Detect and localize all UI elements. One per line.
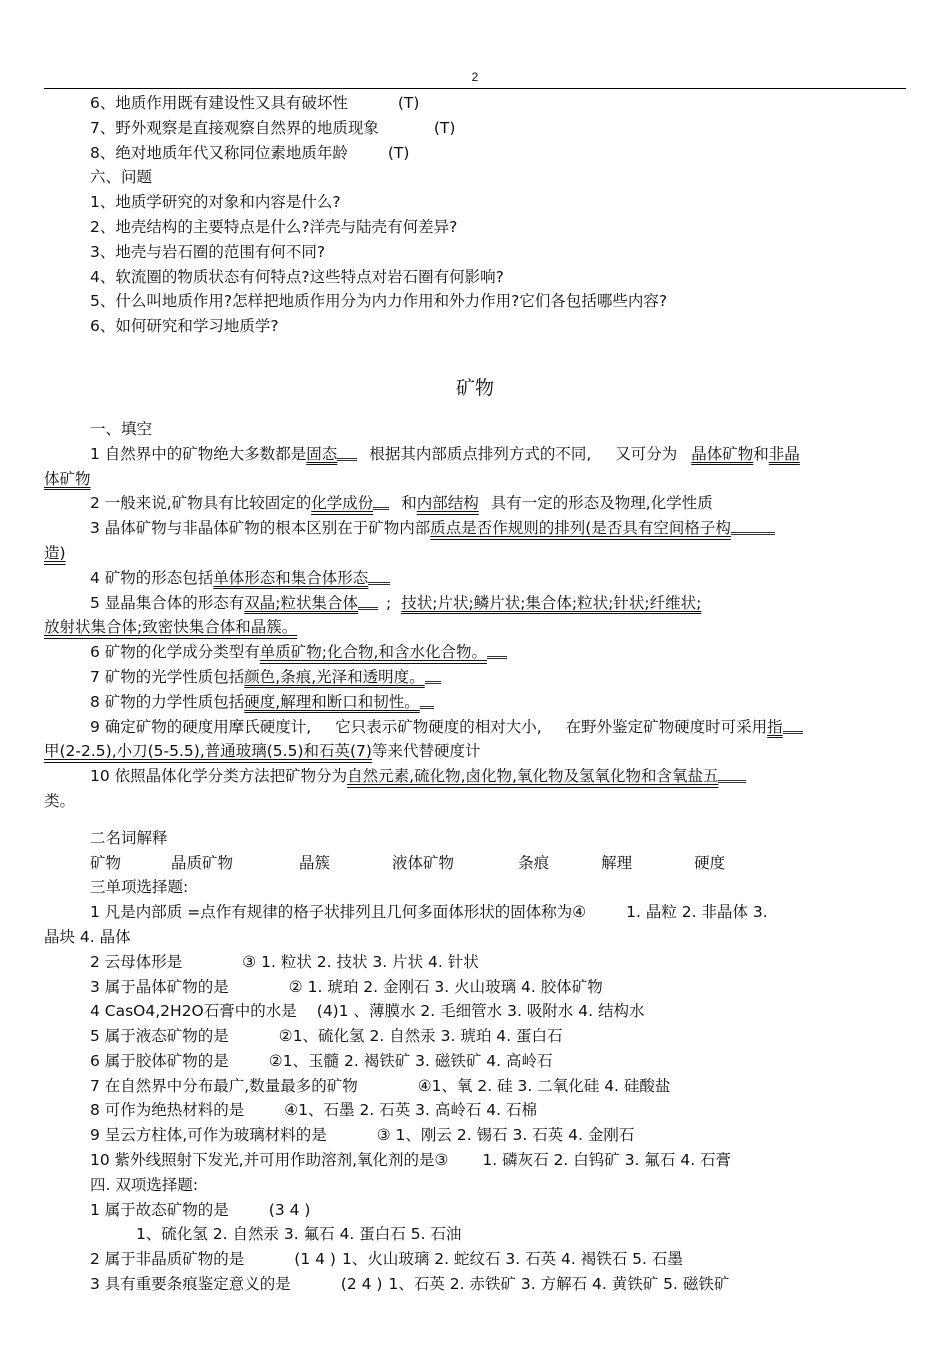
term: 矿物 <box>90 853 122 872</box>
fill-item-3-cont: 造) <box>44 543 66 562</box>
single-item: 5 属于液态矿物的是 ②1、硫化氢 2. 自然汞 3. 琥珀 4. 蛋白石 <box>90 1027 563 1046</box>
questions-heading: 六、问题 <box>90 168 153 187</box>
terms-row <box>44 851 906 876</box>
page-number: 2 <box>471 70 479 84</box>
double-item: 1 属于故态矿物的是 (3 4 ) <box>90 1200 311 1219</box>
single-item: 6 属于胶体矿物的是 ②1、玉髓 2. 褐铁矿 3. 磁铁矿 4. 高岭石 <box>90 1051 553 1070</box>
question-item: 2、地壳结构的主要特点是什么?洋壳与陆壳有何差异? <box>90 217 458 236</box>
fill-item-4: 4 矿物的形态包括单体形态和集合体形态 <box>44 566 906 591</box>
single-item: 7 在自然界中分布最广,数量最多的矿物 ④1、氧 2. 硅 3. 二氧化硅 4. 硅酸盐 <box>90 1076 671 1095</box>
term: 条痕 <box>518 853 550 872</box>
term: 解理 <box>601 853 633 872</box>
section-title: 矿物 <box>455 376 494 399</box>
double-item: 3 具有重要条痕鉴定意义的是 (2 4 ) 1、石英 2. 赤铁矿 3. 方解石 4. 黄铁矿 5. 磁铁矿 <box>90 1275 730 1294</box>
single-heading: 三单项选择题: <box>90 878 189 897</box>
tf-item: 8、绝对地质年代又称同位素地质年龄 (T) <box>90 143 410 162</box>
double-item: 2 属于非晶质矿物的是 (1 4 ) 1、火山玻璃 2. 蛇纹石 3. 石英 4. 褐铁石 5. 石墨 <box>90 1250 683 1269</box>
header-rule <box>44 88 906 89</box>
double-item-options: 1、硫化氢 2. 自然汞 3. 氟石 4. 蛋白石 5. 石油 <box>136 1225 462 1244</box>
single-item: 1 凡是内部质 =点作有规律的格子状排列且几何多面体形状的固体称为④ 1. 晶粒 2. 非晶体 3. <box>90 903 768 922</box>
double-heading: 四. 双项选择题: <box>90 1175 199 1194</box>
question-item: 4、软流圈的物质状态有何特点?这些特点对岩石圈有何影响? <box>90 267 504 286</box>
fill-item-7: 7 矿物的光学性质包括颜色,条痕,光泽和透明度。 <box>44 665 906 690</box>
term: 晶簇 <box>299 853 331 872</box>
term: 晶质矿物 <box>171 853 234 872</box>
tf-item: 6、地质作用既有建设性又具有破坏性 (T) <box>90 94 420 112</box>
fill-item-10: 10 依照晶体化学分类方法把矿物分为自然元素,硫化物,卤化物,氧化物及氢氧化物和含氧盐五 <box>44 764 906 789</box>
single-item-cont: 晶块 4. 晶体 <box>44 927 131 946</box>
question-item: 6、如何研究和学习地质学? <box>90 317 279 336</box>
fill-heading: 一、填空 <box>90 419 153 438</box>
fill-item-10-cont: 类。 <box>44 791 76 810</box>
fill-item-5-cont: 放射状集合体;致密快集合体和晶簇。 <box>44 618 298 637</box>
fill-item-1: 1 自然界中的矿物绝大多数都是固态 根据其内部质点排列方式的不同, 又可分为 晶体矿物和非晶 <box>44 442 906 467</box>
term: 硬度 <box>694 853 726 872</box>
document-body <box>44 91 906 1297</box>
fill-item-6: 6 矿物的化学成分类型有单质矿物;化合物,和含水化合物。 <box>44 640 906 665</box>
fill-item-1-cont: 体矿物 <box>44 469 91 488</box>
single-item: 9 呈云方柱体,可作为玻璃材料的是 ③ 1、刚云 2. 锡石 3. 石英 4. 金刚石 <box>90 1126 635 1145</box>
fill-item-5: 5 显晶集合体的形态有双晶;粒状集合体 ; 技状;片状;鳞片状;集合体;粒状;针状;纤维状; <box>44 591 906 616</box>
fill-item-9-cont: 甲(2-2.5),小刀(5-5.5),普通玻璃(5.5)和石英(7)等来代替硬度计 <box>44 742 481 761</box>
fill-item-9: 9 确定矿物的硬度用摩氏硬度计, 它只表示矿物硬度的相对大小, 在野外鉴定矿物硬度时可采用指 <box>44 715 906 740</box>
terms-heading: 二名词解释 <box>90 828 168 847</box>
single-item: 2 云母体形是 ③ 1. 粒状 2. 技状 3. 片状 4. 针状 <box>90 952 479 971</box>
question-item: 5、什么叫地质作用?怎样把地质作用分为内力作用和外力作用?它们各包括哪些内容? <box>90 292 668 311</box>
fill-item-8: 8 矿物的力学性质包括硬度,解理和断口和韧性。 <box>44 690 906 715</box>
fill-item-3: 3 晶体矿物与非晶体矿物的根本区别在于矿物内部质点是否作规则的排列(是否具有空间格子构 <box>44 516 906 541</box>
term: 液体矿物 <box>392 853 455 872</box>
single-item: 10 紫外线照射下发光,并可用作助溶剂,氧化剂的是③ 1. 磷灰石 2. 白钨矿 3. 氟石 4. 石膏 <box>90 1151 732 1170</box>
single-item: 8 可作为绝热材料的是 ④1、石墨 2. 石英 3. 高岭石 4. 石棉 <box>90 1101 537 1120</box>
question-item: 1、地质学研究的对象和内容是什么? <box>90 193 341 212</box>
tf-item: 7、野外观察是直接观察自然界的地质现象 (T) <box>90 118 456 137</box>
fill-item-2: 2 一般来说,矿物具有比较固定的化学成份 和内部结构 具有一定的形态及物理,化学性质 <box>44 491 906 516</box>
question-item: 3、地壳与岩石圈的范围有何不同? <box>90 242 326 261</box>
single-item: 3 属于晶体矿物的是 ② 1. 琥珀 2. 金刚石 3. 火山玻璃 4. 胶体矿物 <box>90 977 603 996</box>
single-item: 4 CasO4,2H2O石膏中的水是 (4)1 、薄膜水 2. 毛细管水 3. 吸附水 4. 结构水 <box>90 1002 645 1021</box>
